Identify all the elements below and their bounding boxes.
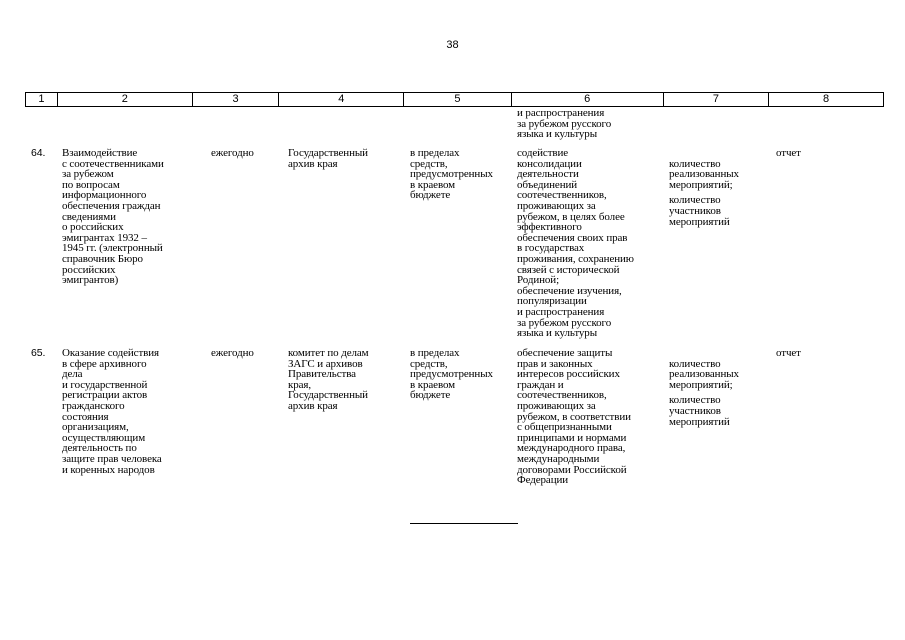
- column-header-8: 8: [768, 93, 883, 106]
- table-header-row: [25, 92, 884, 107]
- column-header-5: 5: [403, 93, 511, 106]
- funding-cell: в пределах средств, предусмотренных в краевом бюджете: [410, 347, 493, 402]
- page-number: 38: [446, 39, 459, 51]
- indicator-participants-count: количество участников мероприятий: [669, 194, 730, 228]
- report-cell: отчет: [776, 147, 801, 159]
- result-cell: содействие консолидации деятельности объединений соотечественников, проживающих за рубежом, в целях более эффективного обеспечения своих прав в государствах проживания, сохранению связей с исторической Родиной; обеспечение изучения, популяризации и распространения за рубежом русского языка и культуры: [517, 147, 634, 340]
- result-cell: обеспечение защиты прав и законных интересов российских граждан и соотечественников, проживающих за рубежом, в соответствии с общепризнанными принципами и нормами международного права, международными договорами Российской Федерации: [517, 347, 631, 487]
- column-header-7: 7: [663, 93, 769, 106]
- funding-cell: в пределах средств, предусмотренных в краевом бюджете: [410, 147, 493, 202]
- row-number: 64.: [31, 147, 46, 159]
- indicator-cell: [669, 348, 739, 427]
- column-header-3: 3: [192, 93, 279, 106]
- indicator-events-count: количество реализованных мероприятий;: [669, 157, 739, 191]
- column-header-4: 4: [278, 93, 403, 106]
- activity-cell: Взаимодействие с соотечественниками за рубежом по вопросам информационного обеспечения граждан сведениями о российских эмигрантах 1932 – 1945 гг. (электронный справочник Бюро российских эмигрантов): [62, 147, 164, 287]
- indicator-participants-count: количество участников мероприятий: [669, 394, 730, 428]
- column-header-2: 2: [57, 93, 192, 106]
- footnote-separator-line: [410, 523, 518, 524]
- activity-cell: Оказание содействия в сфере архивного дела и государственной регистрации актов гражданского состояния организациям, осуществляющим деятельность по защите прав человека и коренных народов: [62, 347, 162, 476]
- indicator-events-count: количество реализованных мероприятий;: [669, 357, 739, 391]
- indicator-cell: [669, 148, 739, 227]
- report-cell: отчет: [776, 347, 801, 359]
- period-cell: ежегодно: [211, 347, 254, 359]
- column-header-6: 6: [511, 93, 663, 106]
- period-cell: ежегодно: [211, 147, 254, 159]
- column-header-1: 1: [38, 93, 45, 105]
- executor-cell: Государственный архив края: [288, 147, 368, 170]
- executor-cell: комитет по делам ЗАГС и архивов Правительства края, Государственный архив края: [288, 347, 369, 412]
- row-number: 65.: [31, 347, 46, 359]
- carry-over-result: и распространения за рубежом русского языка и культуры: [517, 107, 612, 141]
